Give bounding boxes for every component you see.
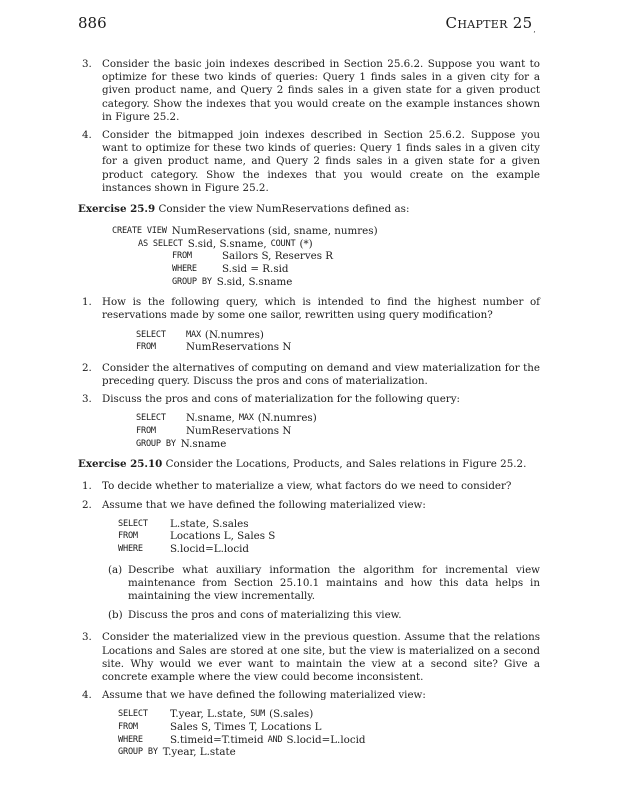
sub-item-text: Discuss the pros and cons of materializing this view.: [128, 609, 402, 622]
code-keyword: SELECT: [118, 518, 148, 529]
exercise-label: Exercise 25.10: [78, 458, 163, 471]
code-keyword: WHERE: [118, 734, 143, 745]
code-value: T.year, L.state: [162, 746, 236, 759]
code-keyword: SELECT: [136, 329, 166, 340]
code-value: S.locid=L.locid: [286, 733, 366, 746]
code-keyword: SUM: [250, 709, 266, 720]
sub-item-text: Describe what auxiliary information the algorithm for incremental view maintenance from Section 25.10.1 maintains and how this data helps in maintaining the view incrementally.: [128, 563, 540, 602]
code-value: (N.numres): [257, 412, 317, 425]
item-number: 1.: [82, 480, 92, 493]
item-text: Consider the alternatives of computing on demand and view materialization for the preceding query. Discuss the pros and cons of materialization.: [102, 361, 540, 387]
code-keyword: FROM: [118, 531, 138, 542]
item-text: How is the following query, which is intended to find the highest number of reservations made by some one sailor, rewritten using query modification?: [102, 296, 540, 322]
query-code: [136, 412, 540, 450]
code-keyword: FROM: [136, 342, 156, 353]
sub-item-label: (b): [108, 609, 123, 622]
item-number: 4.: [82, 129, 92, 142]
code-keyword: GROUP BY: [172, 276, 212, 287]
list-item: [78, 499, 540, 512]
list-item: [78, 296, 540, 322]
code-keyword: MAX: [186, 329, 201, 340]
code-value: (N.numres): [204, 328, 264, 341]
code-keyword: WHERE: [118, 543, 143, 554]
chapter-header-mark: ,: [533, 26, 536, 34]
code-keyword: SELECT: [136, 413, 166, 424]
sub-list-item: [104, 564, 540, 604]
code-value: S.sid = R.sid: [222, 263, 289, 276]
code-keyword: FROM: [172, 251, 192, 262]
list-item: [78, 58, 540, 124]
item-text: Assume that we have defined the following materialized view:: [102, 689, 426, 702]
code-keyword: AND: [267, 734, 283, 745]
item-number: 2.: [82, 498, 92, 511]
code-keyword: GROUP BY: [136, 438, 176, 449]
item-number: 3.: [82, 393, 92, 406]
code-value: Sales S, Times T, Locations L: [170, 721, 322, 733]
exercise-25-9: [78, 203, 540, 216]
page-content: [78, 58, 540, 767]
item-number: 2.: [82, 361, 92, 374]
code-value: NumReservations (sid, sname, numres): [171, 225, 378, 238]
code-value: Locations L, Sales S: [170, 530, 276, 543]
item-number: 3.: [82, 631, 92, 644]
sub-item-label: (a): [108, 563, 123, 576]
code-keyword: COUNT: [270, 238, 296, 249]
code-keyword: CREATE VIEW: [112, 226, 167, 237]
item-number: 1.: [82, 296, 92, 309]
list-item: [78, 129, 540, 195]
list-item: [78, 689, 540, 702]
query-code: [136, 329, 540, 354]
materialized-view-code: [118, 708, 540, 758]
list-item: [78, 362, 540, 388]
code-keyword: SELECT: [118, 709, 148, 720]
list-item: [78, 393, 540, 406]
code-value: N.sname,: [186, 412, 235, 425]
item-text: Consider the bitmapped join indexes described in Section 25.6.2. Suppose you want to optimize for these two kinds of queries: Query 1 finds sales in a given city for a given product name, and Query 2 finds sales in a given state for a given product category. Show the indexes that you would create on the example instances shown in Figure 25.2.: [102, 129, 540, 194]
code-keyword: WHERE: [172, 264, 197, 275]
code-value: NumReservations N: [186, 341, 292, 354]
view-definition-code: [112, 225, 540, 288]
materialized-view-code: [118, 518, 540, 556]
item-text: Assume that we have defined the following materialized view:: [102, 498, 426, 511]
exercise-label: Exercise 25.9: [78, 203, 156, 216]
code-value: S.timeid=T.timeid: [170, 733, 264, 746]
item-text: Discuss the pros and cons of materialization for the following query:: [102, 393, 460, 406]
sub-list-item: [104, 609, 540, 622]
code-value: N.sname: [180, 437, 227, 450]
sub-list: [104, 564, 540, 623]
page-number: 886: [78, 14, 107, 32]
code-value: Sailors S, Reserves R: [222, 250, 334, 263]
item-text: Consider the materialized view in the previous question. Assume that the relations Locations and Sales are stored at one site, but the view is materialized on a second site. Why would we ever want to maintain the view at a second site? Give a concrete example where the view could become inconsistent.: [102, 631, 540, 683]
code-keyword: MAX: [238, 413, 254, 424]
chapter-title: Chapter 25: [445, 14, 533, 32]
code-value: NumReservations N: [186, 425, 292, 437]
code-value: T.year, L.state,: [170, 708, 247, 721]
code-value: S.sid, S.sname,: [187, 237, 267, 250]
code-keyword: FROM: [136, 426, 156, 436]
code-value: S.sid, S.sname: [216, 275, 293, 288]
exercise-25-10: [78, 458, 540, 471]
exercise-intro: Consider the Locations, Products, and Sales relations in Figure 25.2.: [165, 458, 527, 471]
exercise-intro: Consider the view NumReservations defined as:: [158, 203, 410, 216]
code-value: S.locid=L.locid: [170, 542, 249, 555]
item-text: Consider the basic join indexes described in Section 25.6.2. Suppose you want to optimize for these two kinds of queries: Query 1 finds sales in a given city for a given product name, and Query 2 finds sales in a given state for a given product category. Show the indexes that you would create on the example instances shown in Figure 25.2.: [102, 58, 540, 123]
item-number: 3.: [82, 58, 92, 70]
code-value: (*): [299, 237, 313, 250]
code-keyword: FROM: [118, 722, 138, 732]
list-item: [78, 631, 540, 684]
item-number: 4.: [82, 689, 92, 702]
code-keyword: AS SELECT: [138, 238, 183, 249]
code-value: (S.sales): [269, 708, 314, 721]
item-text: To decide whether to materialize a view, what factors do we need to consider?: [102, 480, 512, 493]
chapter-header: [446, 14, 536, 34]
code-value: L.state, S.sales: [170, 517, 249, 530]
list-item: [78, 480, 540, 493]
code-keyword: GROUP BY: [118, 747, 158, 758]
